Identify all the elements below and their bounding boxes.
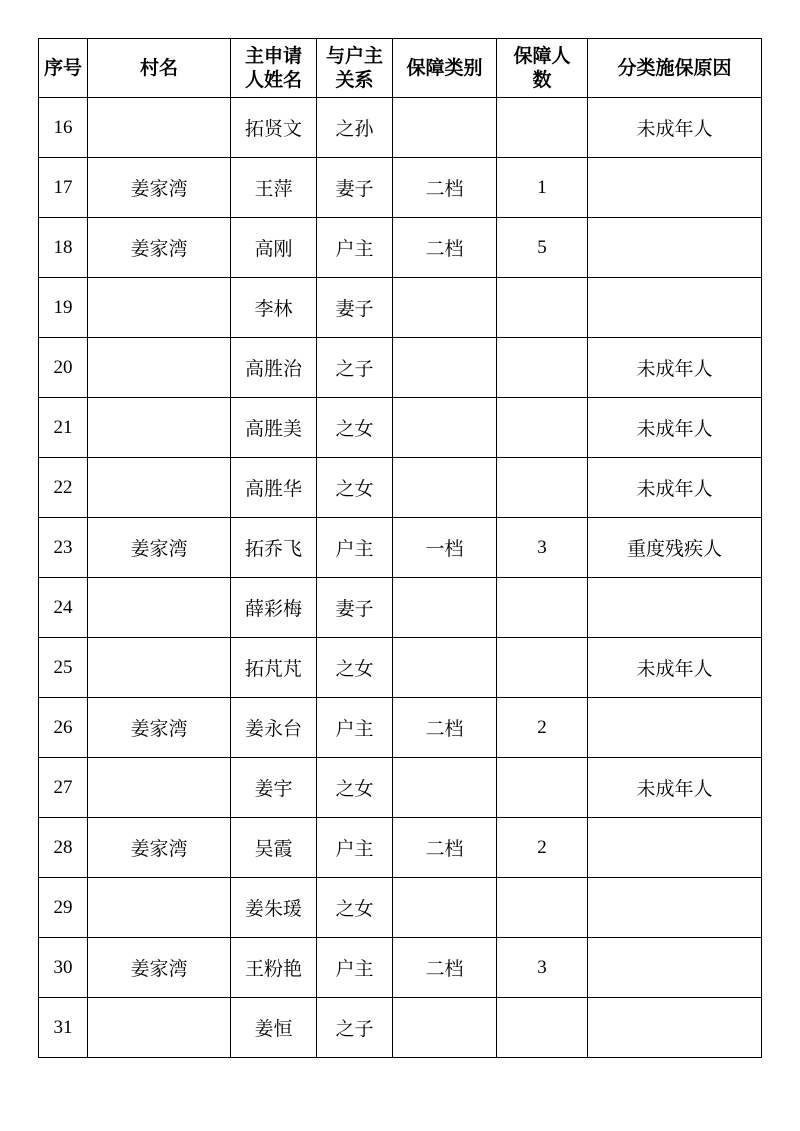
cell-relation: 户主 xyxy=(317,818,393,878)
cell-relation: 之女 xyxy=(317,758,393,818)
cell-count: 5 xyxy=(497,218,588,278)
cell-village: 姜家湾 xyxy=(88,158,231,218)
cell-category xyxy=(393,398,497,458)
cell-applicant-name: 拓乔飞 xyxy=(231,518,317,578)
cell-count xyxy=(497,578,588,638)
cell-category xyxy=(393,998,497,1058)
cell-count xyxy=(497,98,588,158)
cell-seq: 26 xyxy=(39,698,88,758)
cell-count: 3 xyxy=(497,938,588,998)
cell-reason xyxy=(588,218,762,278)
cell-seq: 18 xyxy=(39,218,88,278)
cell-count: 3 xyxy=(497,518,588,578)
cell-village: 姜家湾 xyxy=(88,938,231,998)
table-row xyxy=(39,698,762,758)
table-header xyxy=(39,39,762,98)
cell-reason xyxy=(588,578,762,638)
cell-relation: 妻子 xyxy=(317,278,393,338)
cell-seq: 30 xyxy=(39,938,88,998)
cell-reason xyxy=(588,998,762,1058)
cell-relation: 户主 xyxy=(317,698,393,758)
table-row xyxy=(39,398,762,458)
cell-village xyxy=(88,338,231,398)
header-relation xyxy=(317,39,393,98)
cell-reason xyxy=(588,818,762,878)
cell-count: 2 xyxy=(497,698,588,758)
cell-relation: 户主 xyxy=(317,938,393,998)
cell-reason xyxy=(588,698,762,758)
cell-relation: 之子 xyxy=(317,998,393,1058)
cell-reason: 未成年人 xyxy=(588,458,762,518)
cell-count: 2 xyxy=(497,818,588,878)
cell-applicant-name: 姜永台 xyxy=(231,698,317,758)
cell-village xyxy=(88,398,231,458)
cell-relation: 户主 xyxy=(317,218,393,278)
cell-seq: 23 xyxy=(39,518,88,578)
cell-applicant-name: 拓芃芃 xyxy=(231,638,317,698)
cell-village: 姜家湾 xyxy=(88,518,231,578)
cell-seq: 22 xyxy=(39,458,88,518)
cell-reason: 未成年人 xyxy=(588,638,762,698)
header-village: 村名 xyxy=(88,39,231,98)
cell-relation: 之女 xyxy=(317,398,393,458)
cell-count xyxy=(497,398,588,458)
cell-applicant-name: 高胜美 xyxy=(231,398,317,458)
table-row xyxy=(39,638,762,698)
table-row xyxy=(39,218,762,278)
cell-applicant-name: 高刚 xyxy=(231,218,317,278)
cell-reason xyxy=(588,158,762,218)
cell-reason: 未成年人 xyxy=(588,398,762,458)
cell-category xyxy=(393,638,497,698)
cell-count xyxy=(497,998,588,1058)
cell-category: 一档 xyxy=(393,518,497,578)
cell-category xyxy=(393,878,497,938)
cell-category xyxy=(393,578,497,638)
header-relation-line2: 关系 xyxy=(335,69,374,91)
table-row xyxy=(39,818,762,878)
cell-village xyxy=(88,98,231,158)
cell-village xyxy=(88,878,231,938)
cell-reason: 重度残疾人 xyxy=(588,518,762,578)
header-count xyxy=(497,39,588,98)
cell-category xyxy=(393,98,497,158)
cell-relation: 户主 xyxy=(317,518,393,578)
cell-seq: 17 xyxy=(39,158,88,218)
cell-relation: 妻子 xyxy=(317,578,393,638)
table-row xyxy=(39,338,762,398)
cell-category: 二档 xyxy=(393,158,497,218)
cell-category: 二档 xyxy=(393,818,497,878)
cell-village xyxy=(88,578,231,638)
header-category: 保障类别 xyxy=(393,39,497,98)
table-row xyxy=(39,98,762,158)
cell-count xyxy=(497,878,588,938)
header-count-line2: 数 xyxy=(532,69,552,91)
cell-applicant-name: 王萍 xyxy=(231,158,317,218)
cell-village: 姜家湾 xyxy=(88,818,231,878)
cell-village xyxy=(88,758,231,818)
cell-category xyxy=(393,758,497,818)
cell-applicant-name: 姜朱瑗 xyxy=(231,878,317,938)
cell-village xyxy=(88,458,231,518)
table-row xyxy=(39,158,762,218)
assistance-roster-table xyxy=(38,38,762,1058)
table-row xyxy=(39,458,762,518)
cell-reason xyxy=(588,278,762,338)
table-row xyxy=(39,578,762,638)
cell-count xyxy=(497,758,588,818)
cell-village xyxy=(88,998,231,1058)
header-applicant-name xyxy=(231,39,317,98)
cell-applicant-name: 薛彩梅 xyxy=(231,578,317,638)
cell-category xyxy=(393,278,497,338)
cell-applicant-name: 高胜华 xyxy=(231,458,317,518)
cell-category: 二档 xyxy=(393,698,497,758)
cell-applicant-name: 李林 xyxy=(231,278,317,338)
cell-applicant-name: 姜恒 xyxy=(231,998,317,1058)
cell-reason: 未成年人 xyxy=(588,98,762,158)
header-seq: 序号 xyxy=(39,39,88,98)
table-row xyxy=(39,758,762,818)
cell-count xyxy=(497,338,588,398)
table-row xyxy=(39,518,762,578)
cell-reason xyxy=(588,878,762,938)
cell-relation: 妻子 xyxy=(317,158,393,218)
cell-seq: 25 xyxy=(39,638,88,698)
cell-village: 姜家湾 xyxy=(88,218,231,278)
cell-relation: 之子 xyxy=(317,338,393,398)
cell-applicant-name: 拓贤文 xyxy=(231,98,317,158)
cell-relation: 之女 xyxy=(317,638,393,698)
cell-relation: 之女 xyxy=(317,458,393,518)
cell-seq: 28 xyxy=(39,818,88,878)
header-applicant-name-line2: 人姓名 xyxy=(244,69,302,91)
cell-reason xyxy=(588,938,762,998)
header-relation-line1: 与户主 xyxy=(325,45,383,67)
cell-applicant-name: 吴霞 xyxy=(231,818,317,878)
table-row xyxy=(39,878,762,938)
cell-village xyxy=(88,278,231,338)
header-count-line1: 保障人 xyxy=(513,45,571,67)
cell-category: 二档 xyxy=(393,938,497,998)
table-row xyxy=(39,998,762,1058)
cell-seq: 29 xyxy=(39,878,88,938)
cell-count xyxy=(497,638,588,698)
cell-applicant-name: 王粉艳 xyxy=(231,938,317,998)
cell-count xyxy=(497,278,588,338)
cell-village: 姜家湾 xyxy=(88,698,231,758)
cell-reason: 未成年人 xyxy=(588,758,762,818)
table-body xyxy=(39,98,762,1058)
table-row xyxy=(39,278,762,338)
cell-applicant-name: 高胜治 xyxy=(231,338,317,398)
cell-count xyxy=(497,458,588,518)
cell-category xyxy=(393,458,497,518)
cell-seq: 20 xyxy=(39,338,88,398)
cell-applicant-name: 姜宇 xyxy=(231,758,317,818)
cell-reason: 未成年人 xyxy=(588,338,762,398)
header-applicant-name-line1: 主申请 xyxy=(244,45,302,67)
cell-seq: 21 xyxy=(39,398,88,458)
cell-count: 1 xyxy=(497,158,588,218)
cell-category: 二档 xyxy=(393,218,497,278)
cell-seq: 16 xyxy=(39,98,88,158)
cell-village xyxy=(88,638,231,698)
cell-relation: 之女 xyxy=(317,878,393,938)
cell-seq: 19 xyxy=(39,278,88,338)
cell-seq: 31 xyxy=(39,998,88,1058)
cell-category xyxy=(393,338,497,398)
table-row xyxy=(39,938,762,998)
cell-seq: 27 xyxy=(39,758,88,818)
header-reason: 分类施保原因 xyxy=(588,39,762,98)
cell-seq: 24 xyxy=(39,578,88,638)
header-row xyxy=(39,39,762,98)
cell-relation: 之孙 xyxy=(317,98,393,158)
